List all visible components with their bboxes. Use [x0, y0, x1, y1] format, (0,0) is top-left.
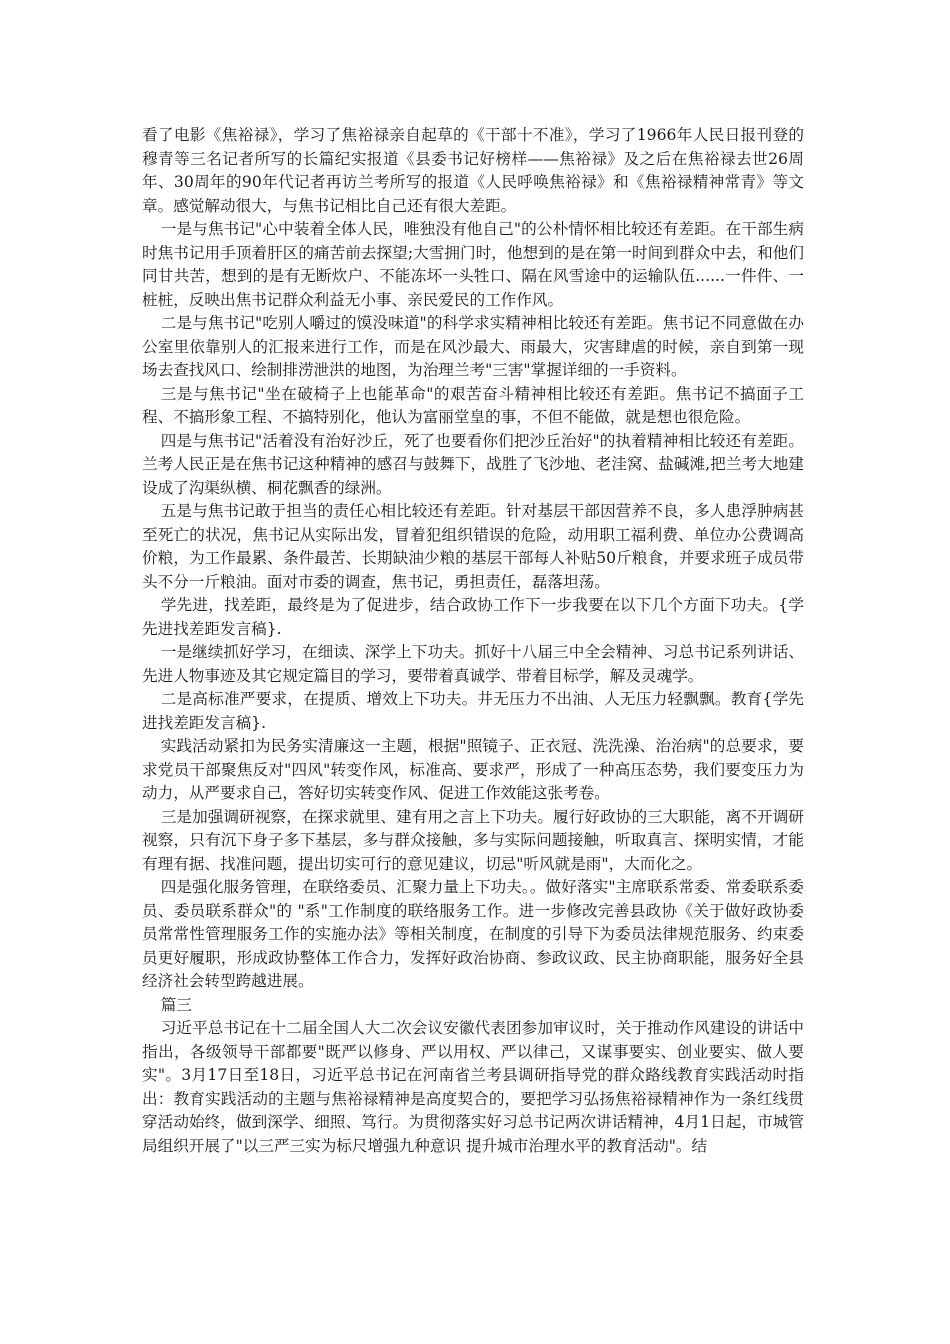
paragraph-intro: 看了电影《焦裕禄》，学习了焦裕禄亲自起草的《干部十不准》，学习了1966年人民日报刊登的穆青等三名记者所写的长篇纪实报道《县委书记好榜样——焦裕禄》及之后在焦裕禄去世26周年、30周年的90年代记者再访兰考所写的报道《人民呼唤焦裕禄》和《焦裕禄精神常青》等文章。感觉解动很大，与焦书记相比自己还有很大差距。 [142, 126, 804, 215]
paragraph-practice: 实践活动紧扣为民务实清廉这一主题，根据"照镜子、正衣冠、洗洗澡、治治病"的总要求，要求党员干部聚焦反对"四风"转变作风，标准高、要求严，形成了一种高压态势，我们要变压力为动力，从严要求自己，答好切实转变作风、促进工作效能这张考卷。 [142, 737, 804, 802]
section-heading-part-three: 篇三 [160, 995, 192, 1014]
paragraph-research: 三是加强调研视察，在探求就里、建有用之言上下功夫。履行好政协的三大职能，离不开调研视察，只有沉下身子多下基层，多与群众接触，多与实际问题接触，听取真言、探明实情，才能有理有据、找准问题，提出切实可行的意见建议，切忌"听风就是雨"，大而化之。 [142, 807, 804, 873]
paragraph-part-three: 习近平总书记在十二届全国人大二次会议安徽代表团参加审议时，关于推动作风建设的讲话中指出，各级领导干部都要"既严以修身、严以用权、严以律己，又谋事要实、创业要实、做人要实"。3月17日至18日，习近平总书记在河南省兰考县调研指导党的群众路线教育实践活动时指出：教育实践活动的主题与焦裕禄精神是高度契合的，要把学习弘扬焦裕禄精神作为一条红线贯穿活动始终，做到深学、细照、笃行。为贯彻落实好习总书记两次讲话精神，4月1日起，市城管局组织开展了"以三严三实为标尺增强九种意识 提升城市治理水平的教育活动"。结 [142, 1019, 804, 1155]
paragraph-gap-five: 五是与焦书记敢于担当的责任心相比较还有差距。针对基层干部因营养不良，多人患浮肿病甚至死亡的状况，焦书记从实际出发，冒着犯组织错误的危险，动用职工福利费、单位办公费调高价粮，为工作最累、条件最苦、长期缺油少粮的基层干部每人补贴50斤粮食，并要求班子成员带头不分一斤粮油。面对市委的调查，焦书记，勇担责任，磊落坦荡。 [142, 502, 804, 591]
paragraph-gap-four: 四是与焦书记"活着没有治好沙丘，死了也要看你们把沙丘治好"的执着精神相比较还有差距。兰考人民正是在焦书记这种精神的感召与鼓舞下，战胜了飞沙地、老洼窝、盐碱滩,把兰考大地建设成了沟渠纵横、桐花飘香的绿洲。 [142, 431, 804, 497]
paragraph-study: 一是继续抓好学习，在细读、深学上下功夫。抓好十八届三中全会精神、习总书记系列讲话、先进人物事迹及其它规定篇目的学习，要带着真诚学、带着目标学，解及灵魂学。 [142, 643, 804, 685]
paragraph-high-standard: 二是高标准严要求，在提质、增效上下功夫。井无压力不出油、人无压力轻飘飘。教育{学先进找差距发言稿}. [142, 690, 804, 732]
paragraph-gap-one: 一是与焦书记"心中装着全体人民，唯独没有他自己"的公朴情怀相比较还有差距。在干部生病时焦书记用手顶着肝区的痛苦前去探望;大雪拥门时，他想到的是在第一时间到群众中去，和他们同甘共苦，想到的是有无断炊户、不能冻坏一头牲口、隔在风雪途中的运输队伍......一件件、一桩桩，反映出焦书记群众利益无小事、亲民爱民的工作作风。 [142, 220, 804, 309]
paragraph-gap-two: 二是与焦书记"吃别人嚼过的馍没味道"的科学求实精神相比较还有差距。焦书记不同意做在办公室里依靠别人的汇报来进行工作，而是在风沙最大、雨最大，灾害肆虐的时候，亲自到第一现场去查找风口、绘制排涝泄洪的地图，为治理兰考"三害"掌握详细的一手资料。 [142, 314, 804, 379]
paragraph-service: 四是强化服务管理，在联络委员、汇聚力量上下功夫。。做好落实"主席联系常委、常委联系委员、委员联系群众"的 "系"工作制度的联络服务工作。进一步修改完善县政协《关于做好政协委员常常性管理服务工作的实施办法》等相关制度，在制度的引导下为委员法律规范服务、约束委员更好履职，形成政协整体工作合力，发挥好政治协商、参政议政、民主协商职能，服务好全县经济社会转型跨越进展。 [142, 878, 804, 990]
paragraph-gap-three: 三是与焦书记"坐在破椅子上也能革命"的艰苦奋斗精神相比较还有差距。焦书记不搞面子工程、不搞形象工程、不搞特别化，他认为富丽堂皇的事，不但不能做，就是想也很危险。 [142, 384, 804, 426]
paragraph-learn-advanced: 学先进，找差距，最终是为了促进步，结合政协工作下一步我要在以下几个方面下功夫。{学先进找差距发言稿}. [142, 596, 804, 638]
document-body [142, 124, 804, 1158]
